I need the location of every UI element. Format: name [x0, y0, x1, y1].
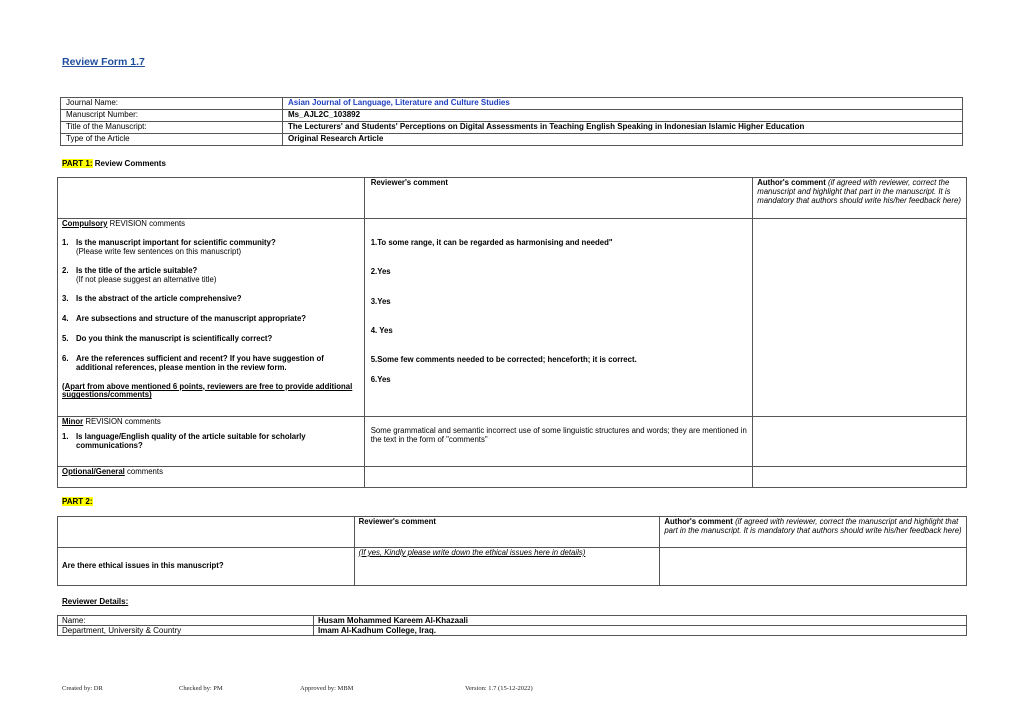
minor-answer: Some grammatical and semantic incorrect use of some linguistic structures and words; they are mentioned in the text in the form of "comments": [364, 417, 753, 467]
question-3: 3. Is the abstract of the article comprehensive?: [62, 293, 242, 303]
question-2-sub: (If not please suggest an alternative title): [76, 274, 217, 284]
ethical-row: [58, 548, 967, 586]
optional-label: Optional/General: [62, 467, 125, 476]
ethical-reviewer-cell[interactable]: [354, 548, 660, 586]
part2-header-row: [58, 517, 967, 548]
apart-note: (Apart from above mentioned 6 points, reviewers are free to provide additional suggestions/comments): [62, 381, 353, 400]
footer-version: Version: 1.7 (15-12-2022): [465, 685, 533, 692]
question-1-sub: (Please write few sentences on this manuscript): [76, 246, 242, 256]
info-row-journal: [61, 98, 963, 110]
part2-author-comment-header: [660, 517, 967, 548]
part1-heading: [62, 159, 166, 168]
question-5: 5. Do you think the manuscript is scientifically correct?: [62, 333, 273, 343]
type-label: Type of the Article: [61, 134, 283, 146]
question-2: 2. Is the title of the article suitable? (If not please suggest an alternative title): [62, 267, 360, 285]
title-value: The Lecturers' and Students' Perceptions on Digital Assessments in Teaching English Speaking in Indonesian Islamic Higher Education: [283, 122, 963, 134]
type-value: Original Research Article: [283, 134, 963, 146]
compulsory-questions-cell: [58, 219, 365, 417]
compulsory-row: [58, 219, 967, 417]
reviewer-details-table: [57, 615, 967, 636]
part2-author-comment-bold: Author's comment: [664, 517, 733, 526]
title-label: Title of the Manuscript:: [61, 122, 283, 134]
answer-5: 5.Some few comments needed to be corrected; henceforth; it is correct.: [370, 354, 637, 364]
manuscript-number-value: Ms_AJL2C_103892: [283, 110, 963, 122]
compulsory-heading: [62, 220, 360, 229]
answer-4: 4. Yes: [370, 325, 393, 335]
form-title: Review Form 1.7: [62, 56, 145, 68]
optional-author-cell[interactable]: [753, 467, 967, 488]
answer-6: 6.Yes: [370, 374, 391, 384]
compulsory-label: Compulsory: [62, 219, 108, 228]
part1-header-row: [58, 178, 967, 219]
answer-3: 3.Yes: [370, 296, 391, 306]
footer-created: Created by: DR: [62, 685, 103, 692]
minor-questions-cell: [58, 417, 365, 467]
question-1: 1. Is the manuscript important for scientific community? (Please write few sentences on this manuscript): [62, 239, 360, 257]
reviewer-details-heading: Reviewer Details:: [62, 597, 129, 606]
info-row-title: [61, 122, 963, 134]
author-comment-italic: (if agreed with reviewer, correct the manuscript and highlight that part in the manuscript. It is mandatory that authors should write his/her feedback here): [757, 178, 961, 205]
answer-1: 1.To some range, it can be regarded as harmonising and needed": [370, 238, 613, 247]
question-4: 4. Are subsections and structure of the manuscript appropriate?: [62, 313, 307, 323]
ethical-note: (If yes, Kindly please write down the ethical issues here in details): [358, 548, 586, 557]
optional-suffix: comments: [127, 467, 163, 476]
part1-title: Review Comments: [94, 159, 166, 168]
manuscript-number-label: Manuscript Number:: [61, 110, 283, 122]
journal-label: Journal Name:: [61, 98, 283, 110]
optional-row: [58, 467, 967, 488]
minor-label: Minor: [62, 417, 84, 426]
minor-question: 1. Is language/English quality of the article suitable for scholarly communications?: [62, 431, 306, 450]
reviewer-dept-value: Imam Al-Kadhum College, Iraq.: [314, 626, 967, 636]
ethical-author-cell[interactable]: [660, 548, 967, 586]
minor-author-cell[interactable]: [753, 417, 967, 467]
part2-table: [57, 516, 967, 586]
part2-reviewer-comment-header: Reviewer's comment: [354, 517, 660, 548]
reviewer-name-row: [58, 616, 967, 626]
reviewer-dept-label: Department, University & Country: [58, 626, 314, 636]
part1-label: PART 1:: [62, 159, 93, 168]
info-row-manuscript-number: [61, 110, 963, 122]
reviewer-name-value: Husam Mohammed Kareem Al-Khazaali: [314, 616, 967, 626]
footer-approved: Approved by: MBM: [300, 685, 354, 692]
compulsory-author-cell[interactable]: [753, 219, 967, 417]
part2-header-empty: [58, 517, 355, 548]
reviewer-name-label: Name:: [58, 616, 314, 626]
part2-label: PART 2:: [62, 497, 93, 506]
reviewer-dept-row: [58, 626, 967, 636]
minor-heading: [62, 418, 360, 427]
part1-header-empty: [58, 178, 365, 219]
part1-author-comment-header: [753, 178, 967, 219]
journal-value: Asian Journal of Language, Literature and Culture Studies: [283, 98, 963, 110]
optional-cell: [58, 467, 365, 488]
compulsory-suffix: REVISION comments: [109, 219, 186, 228]
part2-heading: [62, 497, 93, 506]
footer-checked: Checked by: PM: [179, 685, 223, 692]
part1-table: [57, 177, 967, 488]
question-6: 6. Are the references sufficient and recent? If you have suggestion of additional references, please mention in the review form.: [62, 353, 324, 372]
author-comment-bold: Author's comment: [757, 178, 826, 187]
manuscript-info-table: [60, 97, 963, 146]
minor-suffix: REVISION comments: [85, 417, 161, 426]
optional-reviewer-cell[interactable]: [364, 467, 753, 488]
part1-reviewer-comment-header: Reviewer's comment: [364, 178, 753, 219]
part2-author-comment-italic: (if agreed with reviewer, correct the manuscript and highlight that part in the manuscript. It is mandatory that authors should write his/her feedback here): [664, 517, 962, 535]
info-row-type: [61, 134, 963, 146]
minor-row: [58, 417, 967, 467]
compulsory-answers-cell: [364, 219, 753, 417]
ethical-question: Are there ethical issues in this manuscript?: [58, 548, 355, 586]
answer-2: 2.Yes: [370, 266, 391, 276]
